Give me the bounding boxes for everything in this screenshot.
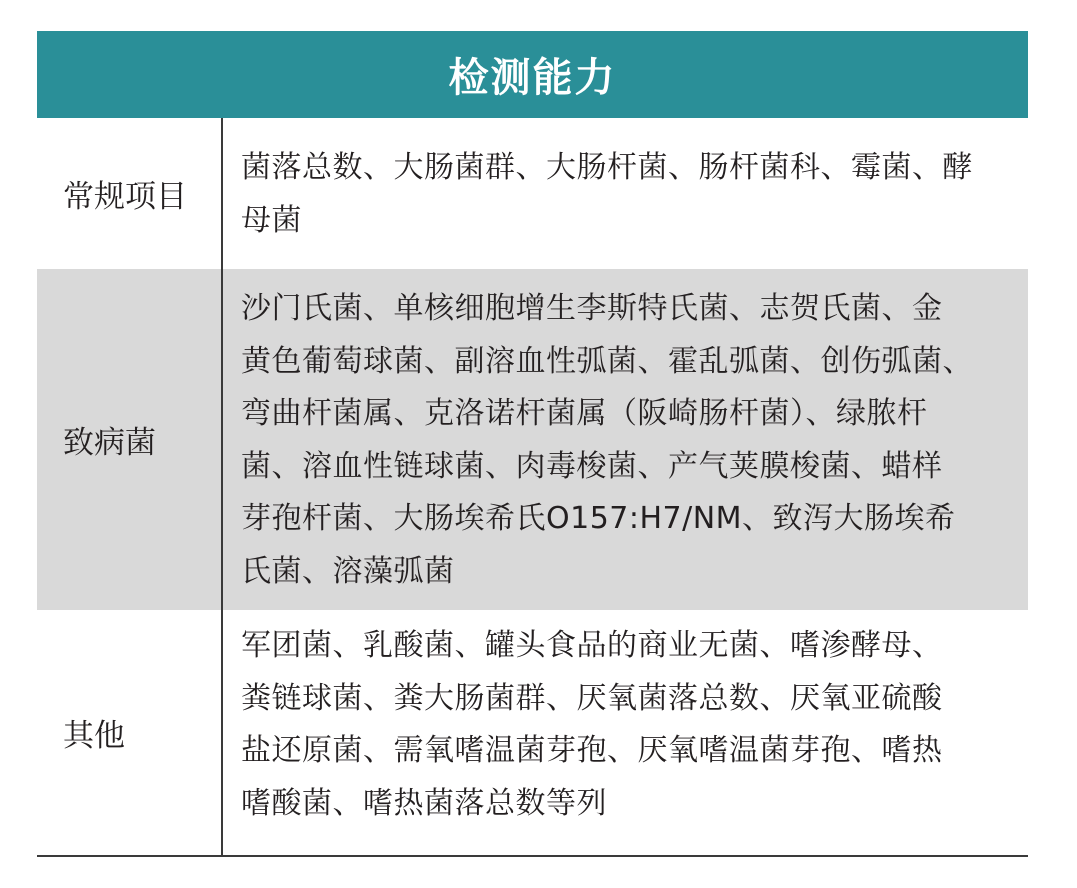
- table-row-others: [37, 610, 1028, 855]
- content-line: 军团菌、乳酸菌、罐头食品的商业无菌、嗜渗酵母、: [241, 628, 943, 663]
- row-content-routine: [223, 118, 1028, 269]
- row-label-others: 其他: [37, 610, 223, 855]
- row-label-pathogens: 致病菌: [37, 269, 223, 610]
- content-line: 菌落总数、大肠菌群、大肠杆菌、肠杆菌科、霉菌、酵: [241, 150, 973, 185]
- content-line: 芽孢杆菌、大肠埃希氏O157:H7/NM、致泻大肠埃希: [241, 501, 956, 536]
- table-title: 检测能力: [37, 31, 1028, 118]
- row-label-routine: 常规项目: [37, 118, 223, 269]
- capability-table: [37, 31, 1028, 857]
- table-row-pathogens: [37, 269, 1028, 610]
- content-line: 嗜酸菌、嗜热菌落总数等列: [241, 785, 607, 821]
- table-row-routine: [37, 118, 1028, 269]
- content-line: 氏菌、溶藻弧菌: [241, 553, 455, 589]
- content-line: 粪链球菌、粪大肠菌群、厌氧菌落总数、厌氧亚硫酸: [241, 680, 943, 716]
- content-line: 盐还原菌、需氧嗜温菌芽孢、厌氧嗜温菌芽孢、嗜热: [241, 733, 943, 768]
- content-line: 母菌: [241, 202, 302, 238]
- content-line: 菌、溶血性链球菌、肉毒梭菌、产气荚膜梭菌、蜡样: [241, 448, 943, 484]
- content-line: 弯曲杆菌属、克洛诺杆菌属（阪崎肠杆菌）、绿脓杆: [241, 396, 928, 431]
- row-content-pathogens: [223, 269, 1028, 610]
- content-line: 黄色葡萄球菌、副溶血性弧菌、霍乱弧菌、创伤弧菌、: [241, 343, 973, 379]
- content-line: 沙门氏菌、单核细胞增生李斯特氏菌、志贺氏菌、金: [241, 291, 943, 326]
- row-content-others: [223, 610, 1028, 855]
